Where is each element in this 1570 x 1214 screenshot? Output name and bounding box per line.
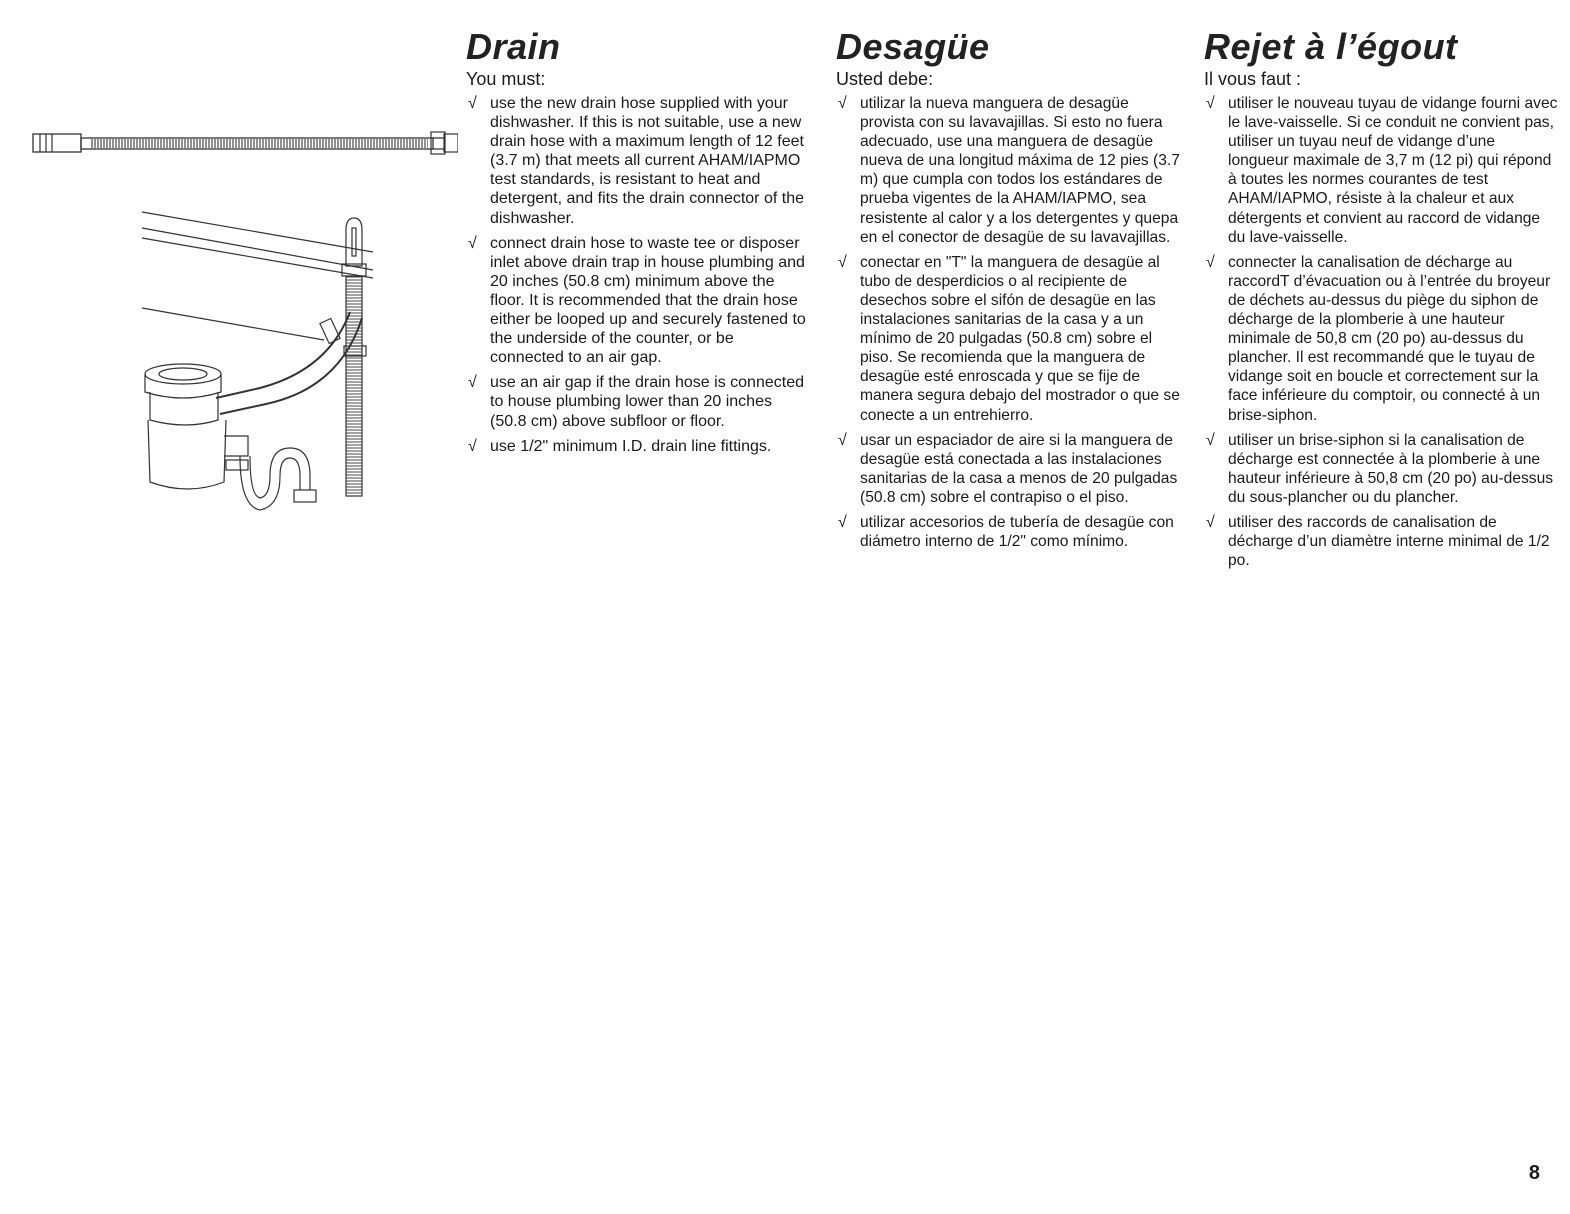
english-title: Drain	[466, 26, 561, 67]
list-item: √ utilizar la nueva manguera de desagüe provista con su lavavajillas. Si esto no fuera adecuado, use una manguera de desagüe nueva de una longitud máxima de 12 pies (3.7 m) que cumpla con todos los estándares de prueba vigentes de la AHAM/IAPMO, sea resistente al calor y a los detergentes y quepa en el conector de desagüe de su lavavajillas.	[838, 95, 1180, 246]
list-item: √ utilizar accesorios de tubería de desagüe con diámetro interno de 1/2" como mínimo.	[838, 513, 1174, 551]
french-section	[1204, 26, 1559, 576]
checkmark-icon: √	[838, 253, 847, 271]
checkmark-icon: √	[468, 374, 477, 392]
spanish-intro: Usted debe:	[836, 69, 934, 89]
english-section	[466, 26, 811, 462]
checkmark-icon: √	[1206, 431, 1215, 449]
list-item: √ use 1/2" minimum I.D. drain line fittings.	[468, 437, 772, 455]
spanish-list	[836, 94, 1181, 551]
list-item: √ utiliser le nouveau tuyau de vidange fourni avec le lave-vaisselle. Si ce conduit ne convient pas, utiliser un tuyau neuf de vidange d’une longueur maximale de 3,7 m (12 pi) qui répond à toutes les normes courantes de test AHAM/IAPMO, résiste à la chaleur et aux détergents et convient au raccord de vidange du lave-vaisselle.	[1206, 95, 1558, 246]
checkmark-icon: √	[468, 437, 477, 455]
checkmark-icon: √	[838, 95, 847, 112]
french-intro: Il vous faut :	[1204, 69, 1302, 89]
checkmark-icon: √	[838, 431, 847, 449]
french-title: Rejet à l’égout	[1204, 26, 1458, 67]
checkmark-icon: √	[1206, 253, 1215, 271]
list-item: √ utiliser des raccords de canalisation de décharge d’un diamètre interne minimal de 1/2 po.	[1206, 513, 1550, 570]
checkmark-icon: √	[1206, 95, 1215, 112]
page-number: 8	[1528, 1162, 1540, 1184]
spanish-section	[836, 26, 1181, 557]
list-item: √ utiliser un brise-siphon si la canalisation de décharge est connectée à la plomberie à une hauteur inférieure à 50,8 cm (20 po) au-dessus du sous-plancher ou du plancher.	[1206, 431, 1554, 506]
spanish-title: Desagüe	[836, 26, 990, 67]
disposer-connection	[145, 312, 362, 510]
checkmark-icon: √	[1206, 513, 1215, 531]
list-item: √ use the new drain hose supplied with your dishwasher. If this is not suitable, use a new drain hose with a maximum length of 12 feet (3.7 m) that meets all current AHAM/IAPMO test standards, is resistant to heat and detergent, and fits the drain connector of the dishwasher.	[468, 95, 804, 227]
list-item: √ usar un espaciador de aire si la manguera de desagüe está conectada a las instalaciones sanitarias de la casa a menos de 20 pulgadas (50.8 cm) sobre el contrapiso o el piso.	[838, 431, 1178, 506]
list-item: √ connecter la canalisation de décharge au raccordT d’évacuation ou à l’entrée du broyeur de déchets au-dessus du piège du siphon de décharge de la plomberie à une hauteur minimale de 50,8 cm (20 po) au-dessus du plancher. Il est recommandé que le tuyau de vidange soit en boucle et correctement sur la face inférieure du comptoir, ou connecté à un brise-siphon.	[1206, 253, 1551, 424]
french-list	[1204, 94, 1559, 570]
list-item: √ use an air gap if the drain hose is connected to house plumbing lower than 20 inches (50.8 cm) above subfloor or floor.	[468, 374, 804, 430]
english-list	[466, 94, 811, 456]
checkmark-icon: √	[468, 234, 477, 252]
drain-hose-illustration	[33, 132, 458, 154]
english-intro: You must:	[466, 69, 546, 89]
counter-edge	[142, 212, 373, 340]
list-item: √ conectar en "T" la manguera de desagüe al tubo de desperdicios o al recipiente de desechos sobre el sifón de desagüe en las instalaciones sanitarias de la casa y a un mínimo de 20 pulgadas (50.8 cm) sobre el piso. Se recomienda que la manguera de desagüe esté enroscada y que se fije de manera segura debajo del mostrador o que se conecte a un entrehierro.	[838, 253, 1180, 424]
checkmark-icon: √	[838, 513, 847, 531]
list-item: √ connect drain hose to waste tee or disposer inlet above drain trap in house plumbing and 20 inches (50.8 cm) minimum above the floor. It is recommended that the drain hose either be looped up and securely fastened to the underside of the counter, or be connected to an air gap.	[468, 234, 806, 367]
drain-installation-illustration	[28, 120, 458, 530]
checkmark-icon: √	[468, 95, 477, 112]
vertical-drain-pipe	[342, 218, 366, 496]
